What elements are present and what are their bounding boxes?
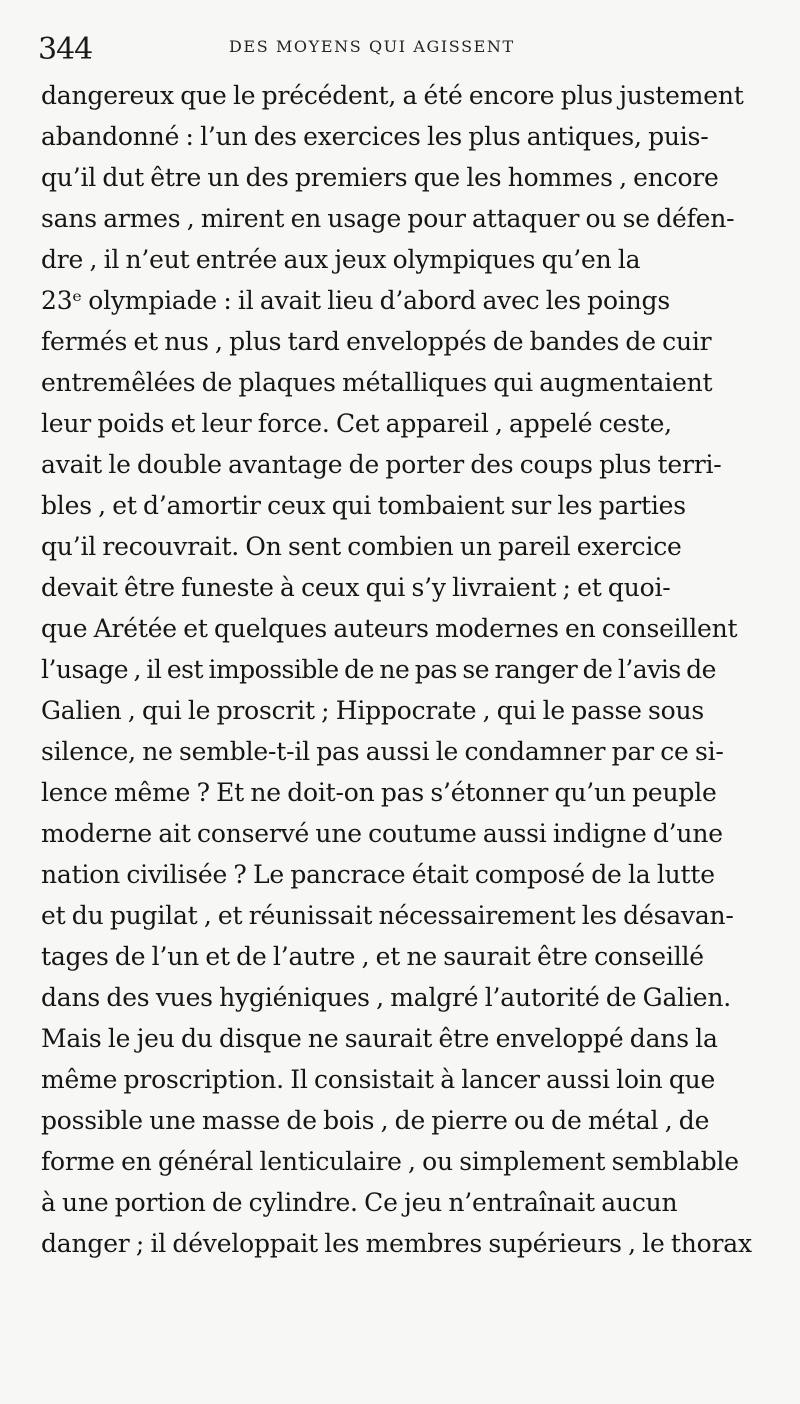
text-line: à une portion de cylindre. Ce jeu n’entraînait aucun xyxy=(41,1188,678,1217)
text-line: Mais le jeu du disque ne saurait être enveloppé dans la xyxy=(41,1024,718,1053)
text-line: silence, ne semble-t-il pas aussi le condamner par ce si- xyxy=(41,737,724,766)
text-line: dangereux que le précédent, a été encore plus justement xyxy=(41,81,744,110)
text-line: dre , il n’eut entrée aux jeux olympiques qu’en la xyxy=(41,245,641,274)
text-line: danger ; il développait les membres supérieurs , le thorax xyxy=(41,1229,752,1258)
text-line: qu’il recouvrait. On sent combien un pareil exercice xyxy=(41,532,682,561)
text-line: abandonné : l’un des exercices les plus antiques, puis- xyxy=(41,122,709,151)
text-line: tages de l’un et de l’autre , et ne saurait être conseillé xyxy=(41,942,704,971)
text-line: forme en général lenticulaire , ou simplement semblable xyxy=(41,1147,739,1176)
text-line: l’usage , il est impossible de ne pas se ranger de l’avis de xyxy=(41,655,716,684)
text-line: Galien , qui le proscrit ; Hippocrate , qui le passe sous xyxy=(41,696,705,725)
text-line: possible une masse de bois , de pierre ou de métal , de xyxy=(41,1106,710,1135)
running-head: DES MOYENS QUI AGISSENT xyxy=(229,37,515,56)
text-line: avait le double avantage de porter des coups plus terri- xyxy=(41,450,722,479)
text-line: lence même ? Et ne doit-on pas s’étonner qu’un peuple xyxy=(41,778,717,807)
text-line: même proscription. Il consistait à lancer aussi loin que xyxy=(41,1065,716,1094)
text-line: fermés et nus , plus tard enveloppés de bandes de cuir xyxy=(41,327,712,356)
text-line: devait être funeste à ceux qui s’y livraient ; et quoi- xyxy=(41,573,671,602)
text-line: nation civilisée ? Le pancrace était composé de la lutte xyxy=(41,860,715,889)
page-header xyxy=(38,30,768,70)
page-number: 344 xyxy=(38,32,93,67)
text-line: et du pugilat , et réunissait nécessairement les désavan- xyxy=(41,901,734,930)
text-line: entremêlées de plaques métalliques qui augmentaient xyxy=(41,368,713,397)
text-line: leur poids et leur force. Cet appareil , appelé ceste, xyxy=(41,409,672,438)
text-line: que Arétée et quelques auteurs modernes en conseillent xyxy=(41,614,738,643)
text-line: bles , et d’amortir ceux qui tombaient sur les parties xyxy=(41,491,686,520)
text-line: 23ᵉ olympiade : il avait lieu d’abord avec les poings xyxy=(41,286,670,315)
text-line: moderne ait conservé une coutume aussi indigne d’une xyxy=(41,819,723,848)
text-line: dans des vues hygiéniques , malgré l’autorité de Galien. xyxy=(41,983,731,1012)
text-line: qu’il dut être un des premiers que les hommes , encore xyxy=(41,163,719,192)
body-text xyxy=(41,76,767,1256)
text-line: sans armes , mirent en usage pour attaquer ou se défen- xyxy=(41,204,735,233)
